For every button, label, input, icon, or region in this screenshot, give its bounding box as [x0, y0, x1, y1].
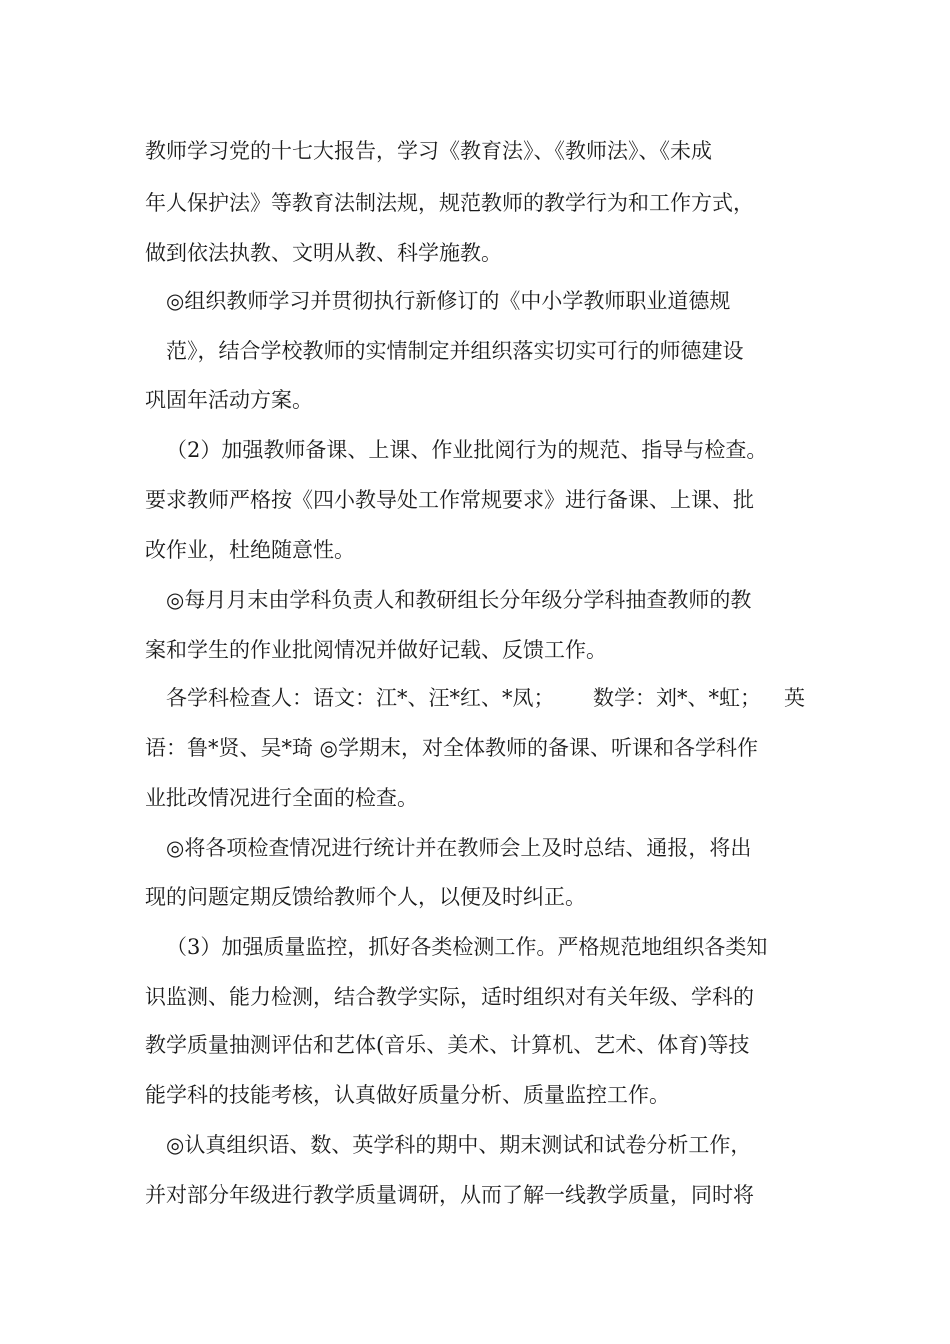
text-segment: 识监测、能力检测，结合教学实际，适时组织对有关年级、学科的 [145, 985, 754, 1009]
text-line [0, 183, 950, 223]
text-line [0, 778, 950, 818]
text-line [0, 977, 950, 1017]
text-segment: 巩固年活动方案。 [145, 388, 313, 412]
text-line [0, 331, 950, 371]
text-line [0, 380, 950, 420]
text-segment: 英 [784, 686, 805, 710]
text-line [0, 630, 950, 670]
text-segment: 语：鲁*贤、吴*琦 ◎学期末，对全体教师的备课、听课和各学科作 [145, 736, 758, 760]
text-segment: 教师学习党的十七大报告，学习《教育法》、《教师法》、《未成 [145, 139, 712, 163]
text-segment: 教学质量抽测评估和艺体(音乐、美术、计算机、艺术、体育)等技 [145, 1033, 750, 1057]
text-line [0, 1025, 950, 1065]
text-segment: 改作业，杜绝随意性。 [145, 538, 355, 562]
text-segment: 要求教师严格按《四小教导处工作常规要求》进行备课、上课、批 [145, 488, 754, 512]
text-line [0, 828, 950, 868]
text-segment: 并对部分年级进行教学质量调研，从而了解一线教学质量，同时将 [145, 1183, 754, 1207]
text-segment: 案和学生的作业批阅情况并做好记载、反馈工作。 [145, 638, 607, 662]
text-line [0, 430, 950, 470]
text-line [0, 1075, 950, 1115]
text-segment: （2）加强教师备课、上课、作业批阅行为的规范、指导与检查。 [166, 438, 768, 462]
text-segment: ◎认真组织语、数、英学科的期中、期末测试和试卷分析工作， [166, 1133, 752, 1157]
text-segment: 能学科的技能考核，认真做好质量分析、质量监控工作。 [145, 1083, 670, 1107]
text-segment: （3）加强质量监控，抓好各类检测工作。严格规范地组织各类知 [166, 935, 768, 959]
text-segment: 做到依法执教、文明从教、科学施教。 [145, 241, 502, 265]
text-line [0, 281, 950, 321]
text-line [0, 1125, 950, 1165]
text-line [0, 233, 950, 273]
text-line [0, 927, 950, 967]
text-segment: 年人保护法》等教育法制法规，规范教师的教学行为和工作方式， [145, 191, 754, 215]
text-line [0, 728, 950, 768]
text-line [0, 480, 950, 520]
text-segment: 各学科检查人：语文：江*、汪*红、*凤； [166, 686, 555, 710]
text-segment: ◎将各项检查情况进行统计并在教师会上及时总结、通报，将出 [166, 836, 752, 860]
text-segment: 数学：刘*、*虹； [593, 686, 761, 710]
text-line [0, 580, 950, 620]
text-line [0, 530, 950, 570]
text-line [0, 1175, 950, 1215]
text-line [0, 877, 950, 917]
text-line [0, 131, 950, 171]
text-line [0, 678, 950, 718]
text-segment: ◎每月月末由学科负责人和教研组长分年级分学科抽查教师的教 [166, 588, 752, 612]
text-segment: 现的问题定期反馈给教师个人，以便及时纠正。 [145, 885, 586, 909]
text-segment: 业批改情况进行全面的检查。 [145, 786, 418, 810]
text-segment: ◎组织教师学习并贯彻执行新修订的《中小学教师职业道德规 [166, 289, 731, 313]
text-segment: 范》，结合学校教师的实情制定并组织落实切实可行的师德建设 [166, 339, 744, 363]
